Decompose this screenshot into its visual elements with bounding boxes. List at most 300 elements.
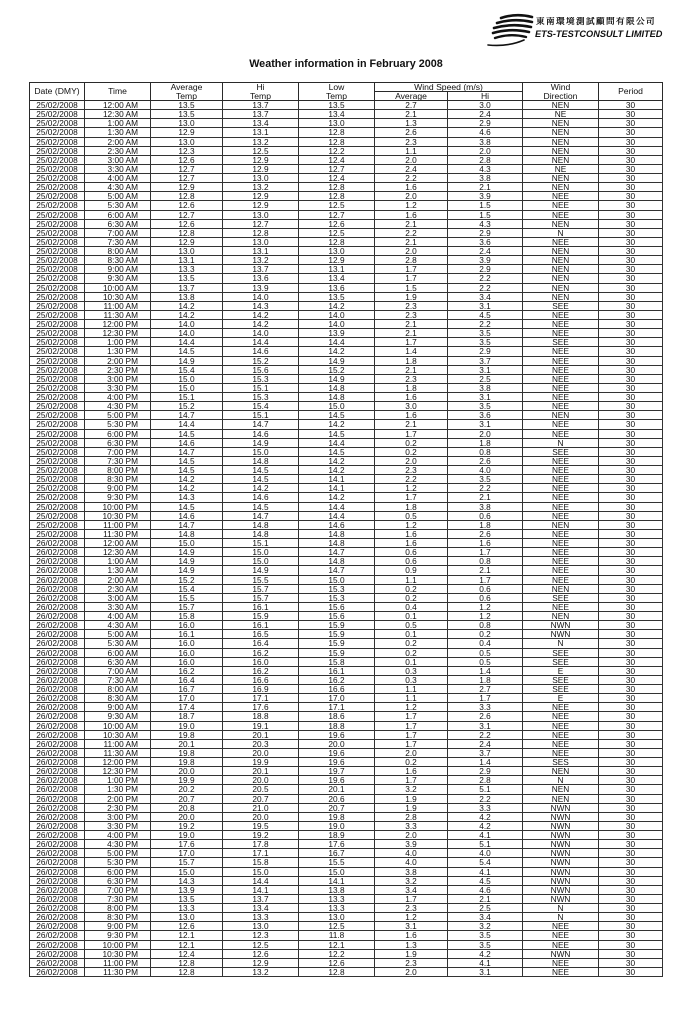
cell-period: 30 (599, 311, 663, 320)
cell-low-temp: 13.4 (299, 110, 375, 119)
cell-low-temp: 13.0 (299, 119, 375, 128)
cell-avg-temp: 19.0 (151, 722, 223, 731)
cell-avg-temp: 12.9 (151, 238, 223, 247)
cell-time: 7:30 PM (85, 457, 151, 466)
cell-hi-temp: 12.7 (223, 220, 299, 229)
cell-date: 26/02/2008 (30, 667, 85, 676)
cell-period: 30 (599, 585, 663, 594)
cell-date: 25/02/2008 (30, 521, 85, 530)
cell-period: 30 (599, 785, 663, 794)
cell-hi-temp: 13.4 (223, 904, 299, 913)
cell-hi-temp: 12.9 (223, 192, 299, 201)
cell-hi-temp: 20.0 (223, 749, 299, 758)
header-average-temp-line1: Average (170, 83, 203, 92)
cell-period: 30 (599, 211, 663, 220)
header-hi-temp-line1: Hi (256, 83, 265, 92)
cell-wind-direction: NEE (523, 375, 599, 384)
cell-hi-temp: 13.0 (223, 211, 299, 220)
cell-low-temp: 15.9 (299, 639, 375, 648)
table-row (30, 968, 663, 977)
cell-period: 30 (599, 539, 663, 548)
cell-hi-temp: 12.9 (223, 156, 299, 165)
cell-period: 30 (599, 457, 663, 466)
cell-wind-hi: 0.2 (448, 630, 523, 639)
table-row (30, 119, 663, 128)
table-row (30, 813, 663, 822)
cell-date: 25/02/2008 (30, 147, 85, 156)
header-period (599, 83, 663, 101)
cell-period: 30 (599, 293, 663, 302)
cell-wind-avg: 1.3 (375, 119, 448, 128)
cell-wind-hi: 4.2 (448, 813, 523, 822)
cell-period: 30 (599, 530, 663, 539)
cell-time: 8:00 AM (85, 247, 151, 256)
header-date-label: Date (DMY) (34, 86, 80, 97)
cell-date: 26/02/2008 (30, 740, 85, 749)
cell-wind-hi: 1.8 (448, 521, 523, 530)
cell-avg-temp: 15.4 (151, 585, 223, 594)
cell-wind-direction: NWN (523, 831, 599, 840)
cell-wind-avg: 1.1 (375, 147, 448, 156)
cell-date: 25/02/2008 (30, 357, 85, 366)
table-row (30, 868, 663, 877)
cell-date: 25/02/2008 (30, 530, 85, 539)
cell-hi-temp: 14.6 (223, 347, 299, 356)
cell-avg-temp: 20.0 (151, 767, 223, 776)
cell-time: 6:00 PM (85, 868, 151, 877)
table-row (30, 639, 663, 648)
table-row (30, 749, 663, 758)
cell-period: 30 (599, 621, 663, 630)
cell-low-temp: 15.9 (299, 649, 375, 658)
cell-date: 25/02/2008 (30, 274, 85, 283)
cell-time: 7:30 PM (85, 895, 151, 904)
cell-wind-direction: SEE (523, 676, 599, 685)
header-wind-direction-line2: Direction (543, 90, 578, 101)
cell-wind-direction: NEN (523, 284, 599, 293)
cell-low-temp: 15.3 (299, 594, 375, 603)
cell-time: 5:00 AM (85, 192, 151, 201)
cell-period: 30 (599, 557, 663, 566)
cell-avg-temp: 12.8 (151, 229, 223, 238)
cell-time: 11:30 PM (85, 530, 151, 539)
cell-wind-avg: 1.2 (375, 703, 448, 712)
cell-wind-hi: 3.3 (448, 703, 523, 712)
table-row (30, 493, 663, 502)
cell-wind-hi: 2.1 (448, 895, 523, 904)
table-row (30, 941, 663, 950)
cell-date: 25/02/2008 (30, 493, 85, 502)
cell-period: 30 (599, 858, 663, 867)
cell-period: 30 (599, 731, 663, 740)
cell-wind-direction: NEE (523, 530, 599, 539)
cell-date: 26/02/2008 (30, 877, 85, 886)
cell-date: 26/02/2008 (30, 795, 85, 804)
cell-hi-temp: 14.9 (223, 566, 299, 575)
table-row (30, 658, 663, 667)
cell-hi-temp: 14.7 (223, 420, 299, 429)
cell-wind-direction: NEE (523, 740, 599, 749)
cell-avg-temp: 12.8 (151, 959, 223, 968)
cell-hi-temp: 16.5 (223, 630, 299, 639)
table-row (30, 229, 663, 238)
cell-avg-temp: 14.7 (151, 521, 223, 530)
cell-time: 8:30 AM (85, 694, 151, 703)
table-row (30, 101, 663, 110)
cell-wind-avg: 4.0 (375, 858, 448, 867)
cell-wind-hi: 2.1 (448, 493, 523, 502)
cell-date: 25/02/2008 (30, 393, 85, 402)
cell-date: 26/02/2008 (30, 968, 85, 977)
cell-time: 8:30 AM (85, 256, 151, 265)
cell-hi-temp: 13.0 (223, 238, 299, 247)
cell-time: 6:30 PM (85, 439, 151, 448)
table-row (30, 785, 663, 794)
table-row (30, 539, 663, 548)
cell-avg-temp: 15.2 (151, 402, 223, 411)
cell-time: 7:30 AM (85, 676, 151, 685)
cell-period: 30 (599, 411, 663, 420)
cell-avg-temp: 14.5 (151, 503, 223, 512)
cell-wind-avg: 3.9 (375, 840, 448, 849)
cell-wind-hi: 0.6 (448, 594, 523, 603)
cell-period: 30 (599, 329, 663, 338)
cell-low-temp: 14.8 (299, 384, 375, 393)
cell-low-temp: 19.7 (299, 767, 375, 776)
table-row (30, 822, 663, 831)
cell-avg-temp: 15.4 (151, 366, 223, 375)
cell-wind-avg: 0.1 (375, 612, 448, 621)
cell-wind-direction: SEE (523, 649, 599, 658)
cell-wind-hi: 2.7 (448, 685, 523, 694)
cell-wind-avg: 1.6 (375, 393, 448, 402)
cell-date: 26/02/2008 (30, 703, 85, 712)
cell-wind-avg: 0.2 (375, 649, 448, 658)
cell-wind-hi: 4.2 (448, 950, 523, 959)
cell-time: 4:30 PM (85, 840, 151, 849)
cell-wind-avg: 1.8 (375, 357, 448, 366)
cell-time: 8:00 PM (85, 904, 151, 913)
cell-time: 5:30 AM (85, 201, 151, 210)
cell-wind-hi: 3.5 (448, 338, 523, 347)
cell-wind-hi: 4.2 (448, 822, 523, 831)
cell-date: 25/02/2008 (30, 475, 85, 484)
cell-wind-avg: 2.0 (375, 156, 448, 165)
table-row (30, 138, 663, 147)
cell-hi-temp: 14.5 (223, 475, 299, 484)
cell-wind-direction: NEE (523, 703, 599, 712)
cell-hi-temp: 15.7 (223, 585, 299, 594)
cell-time: 1:00 AM (85, 557, 151, 566)
cell-time: 11:00 PM (85, 959, 151, 968)
cell-wind-hi: 3.5 (448, 329, 523, 338)
cell-date: 25/02/2008 (30, 420, 85, 429)
cell-period: 30 (599, 302, 663, 311)
cell-low-temp: 14.1 (299, 484, 375, 493)
cell-period: 30 (599, 594, 663, 603)
cell-wind-direction: NEE (523, 941, 599, 950)
cell-low-temp: 13.8 (299, 886, 375, 895)
cell-hi-temp: 15.8 (223, 858, 299, 867)
company-name-chinese: 東南環境測試顧問有限公司 (536, 17, 656, 27)
table-row (30, 366, 663, 375)
cell-wind-direction: NEN (523, 138, 599, 147)
cell-wind-direction: NEN (523, 220, 599, 229)
cell-wind-hi: 3.7 (448, 357, 523, 366)
cell-avg-temp: 16.0 (151, 649, 223, 658)
cell-wind-hi: 0.8 (448, 621, 523, 630)
cell-period: 30 (599, 676, 663, 685)
cell-wind-avg: 0.9 (375, 566, 448, 575)
cell-hi-temp: 15.0 (223, 448, 299, 457)
cell-hi-temp: 14.8 (223, 530, 299, 539)
cell-hi-temp: 15.5 (223, 576, 299, 585)
cell-time: 12:00 PM (85, 758, 151, 767)
cell-avg-temp: 14.0 (151, 320, 223, 329)
cell-wind-avg: 1.5 (375, 284, 448, 293)
cell-avg-temp: 12.6 (151, 922, 223, 931)
cell-wind-avg: 2.2 (375, 229, 448, 238)
cell-hi-temp: 13.1 (223, 247, 299, 256)
cell-wind-direction: NWN (523, 895, 599, 904)
cell-avg-temp: 12.9 (151, 128, 223, 137)
cell-date: 25/02/2008 (30, 439, 85, 448)
cell-time: 5:30 PM (85, 420, 151, 429)
cell-date: 26/02/2008 (30, 941, 85, 950)
cell-date: 26/02/2008 (30, 767, 85, 776)
cell-period: 30 (599, 767, 663, 776)
cell-wind-avg: 3.8 (375, 868, 448, 877)
cell-time: 3:30 PM (85, 822, 151, 831)
cell-wind-avg: 2.4 (375, 165, 448, 174)
cell-hi-temp: 14.5 (223, 503, 299, 512)
cell-wind-avg: 1.7 (375, 895, 448, 904)
cell-period: 30 (599, 758, 663, 767)
cell-time: 3:30 PM (85, 384, 151, 393)
cell-hi-temp: 16.2 (223, 649, 299, 658)
cell-wind-hi: 1.8 (448, 676, 523, 685)
cell-date: 26/02/2008 (30, 776, 85, 785)
cell-avg-temp: 12.6 (151, 156, 223, 165)
cell-wind-direction: NEE (523, 512, 599, 521)
cell-date: 26/02/2008 (30, 813, 85, 822)
cell-low-temp: 13.5 (299, 293, 375, 302)
cell-hi-temp: 17.1 (223, 849, 299, 858)
cell-wind-hi: 4.6 (448, 886, 523, 895)
table-row (30, 375, 663, 384)
cell-period: 30 (599, 165, 663, 174)
cell-wind-hi: 3.5 (448, 475, 523, 484)
cell-low-temp: 15.9 (299, 630, 375, 639)
cell-avg-temp: 16.4 (151, 676, 223, 685)
cell-wind-avg: 1.7 (375, 274, 448, 283)
cell-wind-direction: NEE (523, 329, 599, 338)
table-row (30, 256, 663, 265)
cell-hi-temp: 13.1 (223, 128, 299, 137)
cell-low-temp: 13.3 (299, 904, 375, 913)
cell-wind-hi: 3.1 (448, 393, 523, 402)
cell-low-temp: 14.2 (299, 302, 375, 311)
table-row (30, 795, 663, 804)
table-row (30, 576, 663, 585)
cell-hi-temp: 14.2 (223, 320, 299, 329)
cell-low-temp: 20.6 (299, 795, 375, 804)
cell-wind-direction: NEN (523, 785, 599, 794)
cell-low-temp: 12.8 (299, 238, 375, 247)
cell-hi-temp: 15.0 (223, 557, 299, 566)
cell-hi-temp: 16.4 (223, 639, 299, 648)
cell-time: 10:00 AM (85, 722, 151, 731)
cell-low-temp: 14.1 (299, 877, 375, 886)
cell-period: 30 (599, 147, 663, 156)
cell-wind-avg: 2.3 (375, 302, 448, 311)
cell-wind-hi: 2.2 (448, 274, 523, 283)
header-hi-temp (223, 83, 299, 101)
cell-period: 30 (599, 284, 663, 293)
cell-time: 3:00 AM (85, 594, 151, 603)
cell-avg-temp: 14.2 (151, 311, 223, 320)
table-row (30, 247, 663, 256)
cell-wind-direction: NEE (523, 959, 599, 968)
cell-wind-direction: NEN (523, 101, 599, 110)
cell-time: 12:30 PM (85, 329, 151, 338)
cell-wind-direction: SEE (523, 338, 599, 347)
cell-wind-direction: NEN (523, 521, 599, 530)
cell-time: 2:30 PM (85, 366, 151, 375)
cell-period: 30 (599, 375, 663, 384)
cell-avg-temp: 13.3 (151, 265, 223, 274)
cell-period: 30 (599, 420, 663, 429)
cell-date: 25/02/2008 (30, 220, 85, 229)
cell-low-temp: 15.0 (299, 576, 375, 585)
cell-avg-temp: 15.8 (151, 612, 223, 621)
cell-wind-avg: 4.0 (375, 849, 448, 858)
cell-avg-temp: 12.4 (151, 950, 223, 959)
cell-wind-direction: NWN (523, 804, 599, 813)
cell-period: 30 (599, 274, 663, 283)
table-row (30, 612, 663, 621)
cell-time: 6:30 AM (85, 658, 151, 667)
cell-hi-temp: 14.8 (223, 521, 299, 530)
cell-hi-temp: 14.7 (223, 512, 299, 521)
cell-date: 25/02/2008 (30, 211, 85, 220)
cell-avg-temp: 14.9 (151, 566, 223, 575)
table-row (30, 621, 663, 630)
cell-wind-avg: 2.0 (375, 457, 448, 466)
cell-wind-avg: 1.2 (375, 913, 448, 922)
cell-time: 12:00 PM (85, 320, 151, 329)
cell-time: 4:30 AM (85, 621, 151, 630)
table-row (30, 886, 663, 895)
cell-date: 26/02/2008 (30, 539, 85, 548)
cell-time: 12:30 AM (85, 548, 151, 557)
cell-wind-avg: 2.8 (375, 256, 448, 265)
cell-hi-temp: 17.8 (223, 840, 299, 849)
cell-avg-temp: 20.2 (151, 785, 223, 794)
cell-time: 11:00 AM (85, 740, 151, 749)
table-row (30, 110, 663, 119)
cell-date: 26/02/2008 (30, 548, 85, 557)
cell-date: 25/02/2008 (30, 484, 85, 493)
cell-low-temp: 14.7 (299, 566, 375, 575)
cell-hi-temp: 16.1 (223, 621, 299, 630)
cell-low-temp: 12.8 (299, 192, 375, 201)
table-row (30, 931, 663, 940)
cell-avg-temp: 14.3 (151, 493, 223, 502)
cell-avg-temp: 16.0 (151, 658, 223, 667)
cell-wind-direction: NE (523, 110, 599, 119)
cell-avg-temp: 14.6 (151, 512, 223, 521)
cell-avg-temp: 17.4 (151, 703, 223, 712)
cell-wind-avg: 3.2 (375, 877, 448, 886)
cell-low-temp: 14.2 (299, 457, 375, 466)
cell-hi-temp: 20.5 (223, 785, 299, 794)
cell-hi-temp: 13.9 (223, 284, 299, 293)
cell-avg-temp: 15.0 (151, 868, 223, 877)
cell-low-temp: 12.6 (299, 959, 375, 968)
table-row (30, 156, 663, 165)
cell-wind-hi: 3.5 (448, 941, 523, 950)
cell-avg-temp: 14.5 (151, 457, 223, 466)
table-row (30, 667, 663, 676)
cell-hi-temp: 13.0 (223, 922, 299, 931)
cell-time: 7:00 AM (85, 667, 151, 676)
cell-wind-hi: 1.4 (448, 758, 523, 767)
cell-period: 30 (599, 722, 663, 731)
cell-date: 26/02/2008 (30, 831, 85, 840)
cell-wind-avg: 3.1 (375, 922, 448, 931)
cell-date: 26/02/2008 (30, 950, 85, 959)
cell-low-temp: 12.4 (299, 174, 375, 183)
cell-wind-direction: NEE (523, 493, 599, 502)
cell-date: 25/02/2008 (30, 311, 85, 320)
cell-date: 26/02/2008 (30, 639, 85, 648)
cell-time: 10:30 PM (85, 950, 151, 959)
cell-wind-direction: NEN (523, 247, 599, 256)
cell-low-temp: 16.2 (299, 676, 375, 685)
cell-wind-direction: NWN (523, 886, 599, 895)
cell-hi-temp: 15.7 (223, 594, 299, 603)
cell-time: 4:00 PM (85, 393, 151, 402)
cell-date: 25/02/2008 (30, 238, 85, 247)
cell-wind-hi: 5.1 (448, 785, 523, 794)
cell-time: 12:30 AM (85, 110, 151, 119)
cell-wind-hi: 0.8 (448, 557, 523, 566)
table-row (30, 557, 663, 566)
cell-hi-temp: 14.8 (223, 457, 299, 466)
cell-wind-hi: 3.6 (448, 238, 523, 247)
cell-wind-avg: 0.6 (375, 548, 448, 557)
cell-low-temp: 14.0 (299, 311, 375, 320)
cell-wind-direction: NEE (523, 201, 599, 210)
cell-wind-hi: 3.4 (448, 913, 523, 922)
cell-wind-avg: 2.6 (375, 128, 448, 137)
cell-avg-temp: 14.2 (151, 302, 223, 311)
header-wind-speed-average-label: Average (395, 92, 427, 101)
cell-time: 3:00 AM (85, 156, 151, 165)
cell-date: 25/02/2008 (30, 466, 85, 475)
cell-period: 30 (599, 265, 663, 274)
cell-period: 30 (599, 512, 663, 521)
cell-time: 2:30 AM (85, 585, 151, 594)
cell-hi-temp: 13.7 (223, 265, 299, 274)
cell-low-temp: 14.4 (299, 338, 375, 347)
cell-wind-direction: SEE (523, 302, 599, 311)
cell-time: 2:00 AM (85, 576, 151, 585)
cell-avg-temp: 19.8 (151, 758, 223, 767)
cell-date: 26/02/2008 (30, 612, 85, 621)
cell-time: 8:30 PM (85, 913, 151, 922)
